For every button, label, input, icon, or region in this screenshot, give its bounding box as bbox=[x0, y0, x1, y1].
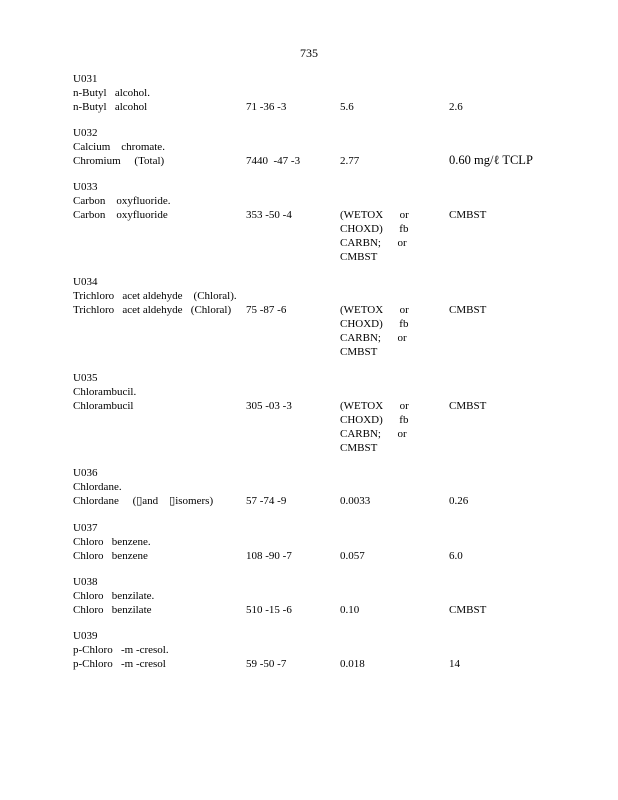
waste-name: Chlordane. bbox=[73, 481, 122, 493]
cas-number: 353 -50 -4 bbox=[246, 209, 292, 221]
wastewater-standard bbox=[340, 208, 440, 264]
wastewater-line: 5.6 bbox=[340, 101, 354, 113]
cas-number: 71 -36 -3 bbox=[246, 101, 287, 113]
constituent-name: n-Butyl alcohol bbox=[73, 101, 148, 113]
nonwastewater-standard: CMBST bbox=[449, 400, 487, 412]
waste-code: U032 bbox=[73, 127, 98, 139]
nonwastewater-standard: 0.26 bbox=[449, 495, 469, 507]
wastewater-standard bbox=[340, 100, 440, 114]
cas-number: 7440 -47 -3 bbox=[246, 155, 301, 167]
wastewater-line: CARBN; or bbox=[340, 332, 407, 344]
wastewater-line: (WETOX or bbox=[340, 209, 409, 221]
nonwastewater-standard: 14 bbox=[449, 658, 460, 670]
wastewater-line: 0.0033 bbox=[340, 495, 371, 507]
cas-number: 305 -03 -3 bbox=[246, 400, 292, 412]
cas-number: 57 -74 -9 bbox=[246, 495, 287, 507]
constituent-name: p-Chloro -m -cresol bbox=[73, 658, 166, 670]
wastewater-line: CHOXD) fb bbox=[340, 414, 409, 426]
wastewater-standard bbox=[340, 303, 440, 359]
cas-number: 510 -15 -6 bbox=[246, 604, 292, 616]
waste-code: U036 bbox=[73, 467, 98, 479]
wastewater-standard bbox=[340, 603, 440, 617]
nonwastewater-standard: 0.60 mg/ℓ TCLP bbox=[449, 153, 533, 167]
waste-code: U039 bbox=[73, 630, 98, 642]
nonwastewater-standard: CMBST bbox=[449, 209, 487, 221]
wastewater-line: CMBST bbox=[340, 251, 378, 263]
wastewater-standard bbox=[340, 494, 440, 508]
constituent-name: Chlorambucil bbox=[73, 400, 134, 412]
waste-name: Chlorambucil. bbox=[73, 386, 137, 398]
wastewater-line: 0.018 bbox=[340, 658, 365, 670]
waste-code: U035 bbox=[73, 372, 98, 384]
wastewater-line: CARBN; or bbox=[340, 428, 407, 440]
wastewater-line: 2.77 bbox=[340, 155, 360, 167]
waste-code: U037 bbox=[73, 522, 98, 534]
constituent-name: Chlordane (▯and ▯isomers) bbox=[73, 495, 214, 507]
wastewater-line: CHOXD) fb bbox=[340, 223, 409, 235]
cas-number: 59 -50 -7 bbox=[246, 658, 287, 670]
wastewater-line: (WETOX or bbox=[340, 304, 409, 316]
waste-name: Trichloro acet aldehyde (Chloral). bbox=[73, 290, 237, 302]
waste-name: p-Chloro -m -cresol. bbox=[73, 644, 169, 656]
wastewater-line: CHOXD) fb bbox=[340, 318, 409, 330]
constituent-name: Chloro benzene bbox=[73, 550, 148, 562]
cas-number: 108 -90 -7 bbox=[246, 550, 292, 562]
page-number: 735 bbox=[300, 46, 318, 60]
waste-name: Carbon oxyfluoride. bbox=[73, 195, 171, 207]
nonwastewater-standard: CMBST bbox=[449, 604, 487, 616]
waste-name: Chloro benzilate. bbox=[73, 590, 155, 602]
wastewater-standard bbox=[340, 399, 440, 455]
waste-code: U038 bbox=[73, 576, 98, 588]
constituent-name: Chromium (Total) bbox=[73, 155, 165, 167]
wastewater-line: CMBST bbox=[340, 346, 378, 358]
constituent-name: Trichloro acet aldehyde (Chloral) bbox=[73, 304, 232, 316]
waste-name: Chloro benzene. bbox=[73, 536, 151, 548]
wastewater-line: 0.10 bbox=[340, 604, 360, 616]
wastewater-standard bbox=[340, 657, 440, 671]
waste-name: n-Butyl alcohol. bbox=[73, 87, 150, 99]
constituent-name: Chloro benzilate bbox=[73, 604, 152, 616]
waste-code: U033 bbox=[73, 181, 98, 193]
waste-code: U031 bbox=[73, 73, 98, 85]
wastewater-line: CMBST bbox=[340, 442, 378, 454]
cas-number: 75 -87 -6 bbox=[246, 304, 287, 316]
wastewater-standard bbox=[340, 154, 440, 168]
nonwastewater-standard: CMBST bbox=[449, 304, 487, 316]
wastewater-line: (WETOX or bbox=[340, 400, 409, 412]
wastewater-line: CARBN; or bbox=[340, 237, 407, 249]
waste-name: Calcium chromate. bbox=[73, 141, 165, 153]
wastewater-standard bbox=[340, 549, 440, 563]
nonwastewater-standard: 2.6 bbox=[449, 101, 463, 113]
wastewater-line: 0.057 bbox=[340, 550, 365, 562]
constituent-name: Carbon oxyfluoride bbox=[73, 209, 168, 221]
waste-code: U034 bbox=[73, 276, 98, 288]
nonwastewater-standard: 6.0 bbox=[449, 550, 463, 562]
